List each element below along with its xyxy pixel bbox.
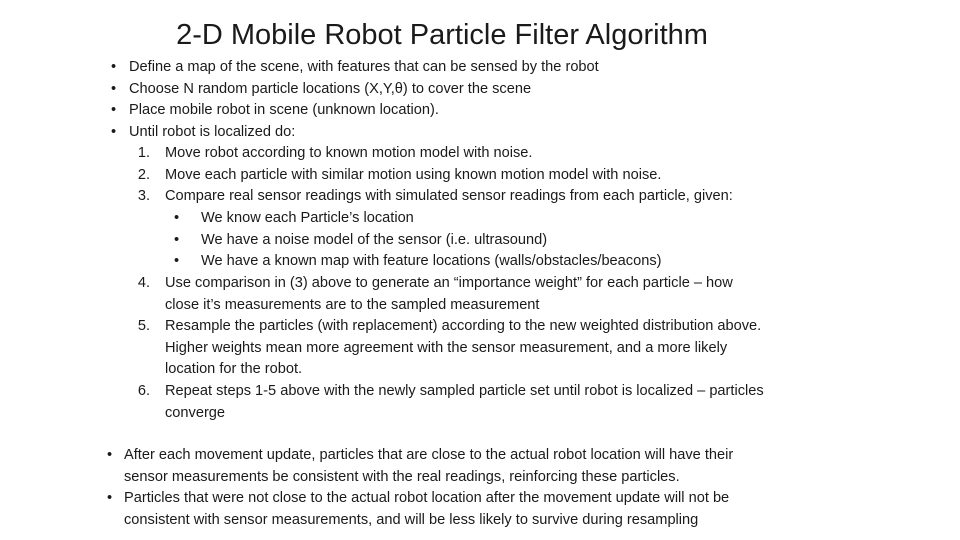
bottom-bullet-list	[0, 445, 960, 531]
step-number: 3.	[137, 188, 150, 205]
step-text: Compare real sensor readings with simulated sensor readings from each particle, given:	[165, 188, 733, 205]
bullet-icon: •	[174, 231, 180, 248]
bullet-icon: •	[111, 59, 117, 75]
step-number: 5.	[137, 318, 150, 335]
step-item	[0, 381, 960, 403]
step-number: 2.	[137, 166, 150, 183]
step-text: converge	[165, 404, 226, 421]
bullet-icon: •	[107, 490, 113, 507]
sub-list-item	[0, 208, 960, 230]
step-item-continuation	[0, 403, 960, 425]
step-text: Higher weights mean more agreement with the sensor measurement, and a more likely	[165, 339, 728, 356]
list-item	[0, 79, 960, 101]
sub-list-item-text: We have a known map with feature locations (walls/obstacles/beacons)	[201, 253, 662, 270]
bullet-icon: •	[111, 123, 117, 140]
step-text: Move each particle with similar motion using known motion model with noise.	[165, 166, 662, 183]
sub-list-item-text: We know each Particle’s location	[201, 210, 414, 226]
step-text: close it’s measurements are to the sampled measurement	[165, 296, 540, 313]
bullet-icon: •	[111, 80, 117, 97]
list-item	[0, 57, 960, 79]
step-item	[0, 186, 960, 208]
list-item	[0, 445, 960, 467]
sub-list-item	[0, 230, 960, 252]
list-item	[0, 122, 960, 144]
numbered-steps-continued	[0, 273, 960, 424]
bullet-icon: •	[107, 447, 113, 463]
numbered-steps	[0, 143, 960, 208]
step-number: 6.	[137, 382, 150, 399]
list-item-continuation	[0, 510, 960, 532]
slide-title: 2-D Mobile Robot Particle Filter Algorithm	[176, 19, 708, 51]
list-item-text: sensor measurements be consistent with the real readings, reinforcing these particles.	[124, 468, 680, 485]
step3-sub-bullets	[0, 208, 960, 273]
step-item-continuation	[0, 359, 960, 381]
list-item	[0, 100, 960, 122]
step-text: location for the robot.	[165, 361, 303, 378]
list-item-text: Place mobile robot in scene (unknown location).	[129, 102, 439, 119]
step-item	[0, 143, 960, 165]
step-text: Resample the particles (with replacement) according to the new weighted distribution above.	[165, 318, 762, 335]
step-text: Use comparison in (3) above to generate an “importance weight” for each particle – how	[165, 275, 733, 291]
step-text: Repeat steps 1-5 above with the newly sampled particle set until robot is localized – particles	[165, 382, 764, 399]
step-item	[0, 273, 960, 295]
list-item-text: Until robot is localized do:	[129, 123, 296, 140]
step-text: Move robot according to known motion model with noise.	[165, 145, 533, 161]
step-item-continuation	[0, 338, 960, 360]
list-item-text: Particles that were not close to the actual robot location after the movement update will not be	[124, 490, 730, 507]
list-item-text: Choose N random particle locations (X,Y,θ) to cover the scene	[129, 80, 532, 97]
sub-list-item-text: We have a noise model of the sensor (i.e. ultrasound)	[201, 231, 548, 248]
list-item	[0, 488, 960, 510]
step-item-continuation	[0, 295, 960, 317]
list-item-text: Define a map of the scene, with features that can be sensed by the robot	[129, 59, 599, 75]
bullet-icon: •	[174, 210, 180, 226]
list-item-text: After each movement update, particles that are close to the actual robot location will have their	[124, 447, 734, 463]
bullet-icon: •	[111, 102, 117, 119]
list-item-continuation	[0, 467, 960, 489]
list-item-text: consistent with sensor measurements, and will be less likely to survive during resampling	[124, 511, 699, 528]
top-bullet-list	[0, 57, 960, 143]
step-number: 1.	[137, 145, 150, 161]
bullet-icon: •	[174, 253, 180, 270]
step-number: 4.	[137, 275, 150, 291]
sub-list-item	[0, 251, 960, 273]
step-item	[0, 165, 960, 187]
step-item	[0, 316, 960, 338]
